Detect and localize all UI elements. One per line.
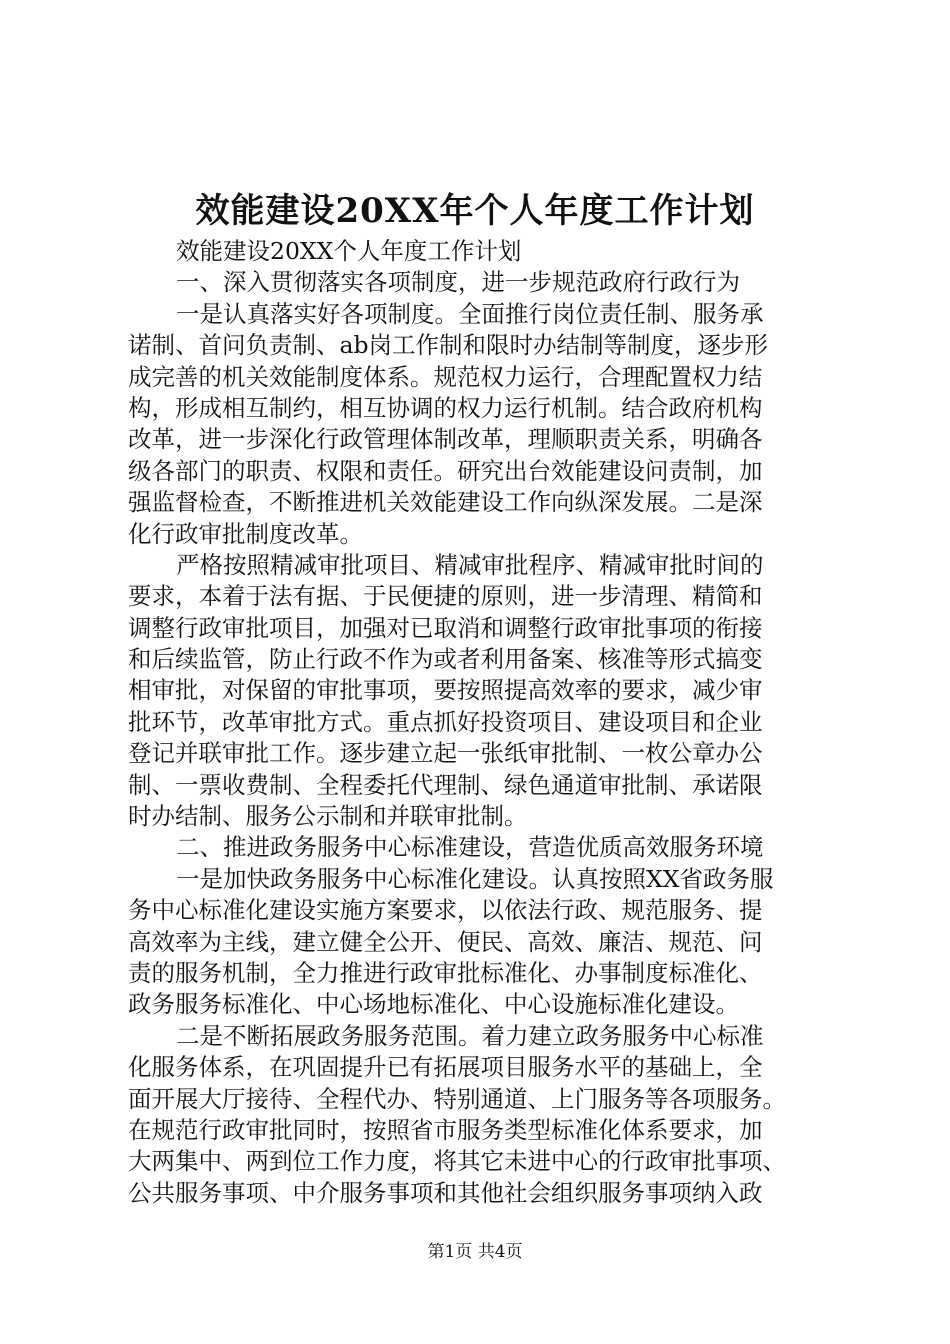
text-line: 登记并联审批工作。逐步建立起一张纸审批制、一枚公章办公	[128, 739, 763, 768]
text-line: 面开展大厅接待、全程代办、特别通道、上门服务等各项服务。	[128, 1084, 786, 1113]
text-line: 高效率为主线，建立健全公开、便民、高效、廉洁、规范、问	[128, 927, 763, 956]
text-line: 政务服务标准化、中心场地标准化、中心设施标准化建设。	[128, 990, 739, 1019]
text-line: 批环节，改革审批方式。重点抓好投资项目、建设项目和企业	[128, 707, 763, 736]
text-line: 改革，进一步深化行政管理体制改革，理顺职责关系，明确各	[128, 425, 763, 454]
text-line: 一是加快政务服务中心标准化建设。认真按照XX省政务服	[176, 864, 774, 893]
text-line: 严格按照精减审批项目、精减审批程序、精减审批时间的	[176, 550, 764, 579]
text-line: 调整行政审批项目，加强对已取消和调整行政审批事项的衔接	[128, 613, 763, 642]
document-title: 效能建设20XX年个人年度工作计划	[195, 191, 755, 231]
text-line: 制、一票收费制、全程委托代理制、绿色通道审批制、承诺限	[128, 770, 763, 799]
text-line: 构，形成相互制约，相互协调的权力运行机制。结合政府机构	[128, 393, 763, 422]
text-line: 责的服务机制，全力推进行政审批标准化、办事制度标准化、	[128, 958, 763, 987]
text-line: 时办结制、服务公示制和并联审批制。	[128, 802, 528, 831]
text-line: 化行政审批制度改革。	[128, 519, 363, 548]
text-line: 在规范行政审批同时，按照省市服务类型标准化体系要求，加	[128, 1115, 763, 1144]
page-footer: 第1页 共4页	[427, 1242, 523, 1262]
text-line: 诺制、首问负责制、ab岗工作制和限时办结制等制度，逐步形	[128, 331, 769, 360]
document-body	[128, 236, 838, 1209]
text-line: 一、深入贯彻落实各项制度，进一步规范政府行政行为	[176, 268, 740, 297]
text-line: 大两集中、两到位工作力度，将其它未进中心的行政审批事项、	[128, 1147, 786, 1176]
text-line: 成完善的机关效能制度体系。规范权力运行，合理配置权力结	[128, 362, 763, 391]
text-line: 公共服务事项、中介服务事项和其他社会组织服务事项纳入政	[128, 1178, 763, 1207]
text-line: 一是认真落实好各项制度。全面推行岗位责任制、服务承	[176, 299, 764, 328]
text-line: 强监督检查，不断推进机关效能建设工作向纵深发展。二是深	[128, 488, 763, 517]
text-line: 相审批，对保留的审批事项，要按照提高效率的要求，减少审	[128, 676, 763, 705]
text-line: 和后续监管，防止行政不作为或者利用备案、核准等形式搞变	[128, 645, 763, 674]
text-line: 级各部门的职责、权限和责任。研究出台效能建设问责制，加	[128, 456, 763, 485]
text-line: 二、推进政务服务中心标准建设，营造优质高效服务环境	[176, 833, 764, 862]
text-line: 化服务体系，在巩固提升已有拓展项目服务水平的基础上，全	[128, 1053, 763, 1082]
text-line: 要求，本着于法有据、于民便捷的原则，进一步清理、精简和	[128, 582, 763, 611]
text-line: 效能建设20XX个人年度工作计划	[176, 237, 522, 265]
text-line: 二是不断拓展政务服务范围。着力建立政务服务中心标准	[176, 1021, 764, 1050]
text-line: 务中心标准化建设实施方案要求，以依法行政、规范服务、提	[128, 896, 763, 925]
